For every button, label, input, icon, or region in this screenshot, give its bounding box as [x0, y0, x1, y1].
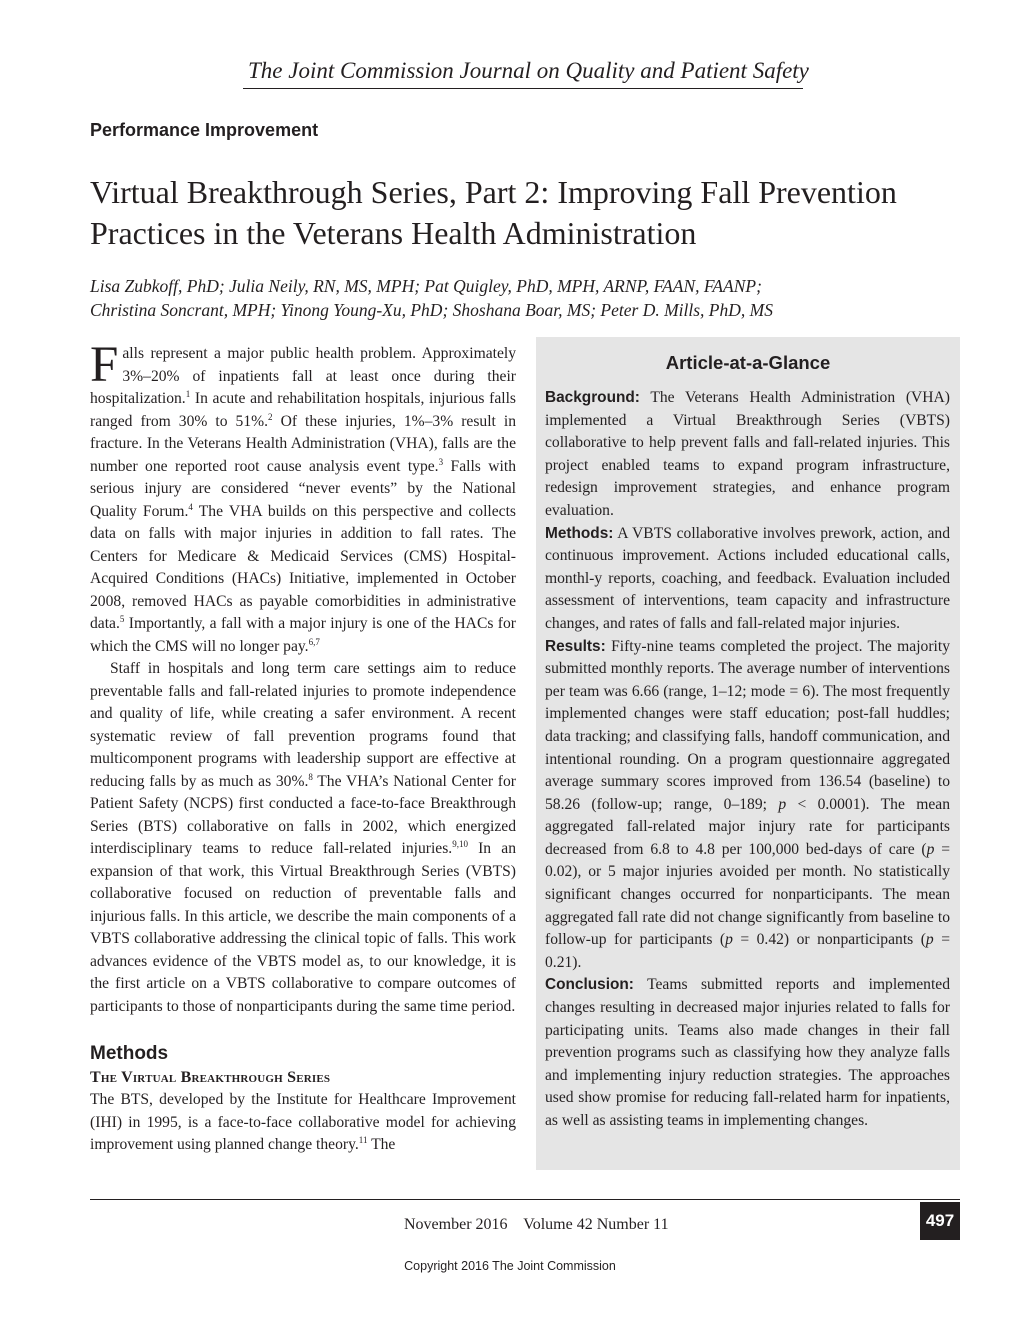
header-rule — [243, 88, 803, 89]
text-span: Staff in hospitals and long term care settings aim to reduce preventable falls and fall-related injuries to promote independence and quality of life, while creating a safer environment. A recent systematic review of fall prevention programs found that multicomponent programs with leadership support are effective at reducing falls by as much as 30%. — [90, 660, 516, 790]
footer-issue: November 2016 Volume 42 Number 11 — [404, 1216, 669, 1233]
reference-marker: 6,7 — [308, 636, 320, 647]
text-span: Fifty-nine teams completed the project. The majority submitted monthly reports. The average number of interventions per team was 6.66 (range, 1–12; mode = 6). The most frequently implemented changes were staff education; post-fall huddles; data tracking; and classifying falls, handoff communication, and intentional rounding. On a program questionnaire aggregated average summary scores improved from 136.54 (baseline) to 58.26 (follow-up; range, 0–189; — [545, 637, 950, 813]
p-value-symbol: p — [925, 931, 934, 949]
glance-label: Background: — [545, 389, 640, 406]
authors — [90, 274, 940, 322]
article-title — [90, 172, 940, 254]
paragraph-staff — [90, 658, 516, 1018]
text-span: In an expansion of that work, this Virtual Breakthrough Series (VBTS) collaborative focused on reduction of preventable falls and injurious falls. In this article, we describe the main components of a VBTS collaborative addressing the clinical topic of falls. This work advances evidence of the VBTS model as, to our knowledge, it is the first article on a VBTS collaborative to compare outcomes of participants to those of nonparticipants during the same time period. — [90, 840, 516, 1015]
reference-marker: 5 — [119, 613, 125, 624]
glance-label: Methods: — [545, 524, 614, 542]
methods-subheading: The Virtual Breakthrough Series — [90, 1069, 331, 1086]
paragraph-intro — [90, 337, 517, 658]
text-span: In acute and rehabilitation hospitals, injurious falls ranged from 30% to 51%. — [90, 390, 516, 430]
glance-conclusion — [545, 974, 950, 1132]
text-span: = 0.42) or nonparticipants ( — [732, 931, 926, 949]
text-span: The Veterans Health Administration (VHA) implemented a Virtual Breakthrough Series (VBTS) collaborative to help prevent falls and fall-related injuries. This project enabled teams to expand program infrastructure, redesign improvement strategies, and enhance program evaluation. — [545, 389, 950, 519]
p-value-symbol: p — [778, 795, 787, 813]
reference-marker: 9,10 — [452, 838, 468, 849]
p-value-symbol: p — [725, 931, 733, 949]
methods-heading: Methods — [90, 1043, 169, 1064]
copyright: Copyright 2016 The Joint Commission — [404, 1259, 616, 1273]
text-span: Teams submitted reports and implemented changes resulting in decreased major injuries related to falls for participating units. Teams also made changes in their fall prevention programs such as classifying how they analyze falls and implementing injury reduction strategies. The approaches used show promise for reducing fall-related harm for inpatients, as well as assisting teams in implementing changes. — [545, 976, 950, 1129]
glance-title: Article-at-a-Glance — [665, 352, 831, 373]
text-span: = 0.21). — [545, 931, 950, 971]
footer-rule — [90, 1199, 960, 1200]
section-label: Performance Improvement — [90, 120, 319, 140]
reference-marker: 4 — [188, 501, 193, 512]
authors-line-2: Christina Soncrant, MPH; Yinong Young-Xu, PhD; Shoshana Boar, MS; Peter D. Mills, PhD, MS — [90, 300, 773, 320]
authors-line-1: Lisa Zubkoff, PhD; Julia Neily, RN, MS, MPH; Pat Quigley, PhD, MPH, ARNP, FAAN, FAANP; — [90, 276, 762, 296]
article-title-line-1: Virtual Breakthrough Series, Part 2: Improving Fall Prevention — [90, 174, 897, 210]
glance-background — [545, 387, 950, 523]
journal-title: The Joint Commission Journal on Quality and Patient Safety — [248, 58, 809, 83]
reference-marker: 1 — [185, 388, 191, 399]
drop-cap: F — [90, 337, 119, 393]
glance-results — [545, 636, 950, 975]
page-number: 497 — [920, 1202, 960, 1240]
text-span: < 0.0001). The mean aggregated fall-related major injury rate for participants decreased from 6.8 to 4.8 per 100,000 bed-days of care ( — [545, 795, 950, 858]
text-span: = 0.02), or 5 major injuries avoided per month. No statistically significant changes occurred for nonparticipants. The mean aggregated fall rate did not change significantly from baseline to follow-up for participants ( — [545, 840, 950, 949]
text-span: A VBTS collaborative involves prework, action, and continuous improvement. Actions included educational calls, monthl-y reports, coaching, and feedback. Evaluation included assessment of interventions, team capacity and infrastructure changes, and rates of falls and fall-related major injuries. — [545, 524, 950, 632]
glance-label: Conclusion: — [545, 976, 634, 994]
paragraph-bts — [90, 1089, 516, 1157]
text-span: Importantly, a fall with a major injury is one of the HACs for which the CMS will no longer pay. — [90, 615, 516, 655]
reference-marker: 3 — [438, 456, 444, 467]
main-text-column — [90, 337, 517, 1157]
text-span: The VHA builds on this perspective and collects data on falls with major injuries in addition to fall rates. The Centers for Medicare & Medicaid Services (CMS) Hospital-Acquired Conditions (HACs) Initiative, implemented in October 2008, removed HACs as payable comorbidities in administrative data. — [90, 502, 516, 632]
p-value-symbol: p — [926, 840, 935, 858]
reference-marker: 8 — [308, 771, 313, 782]
text-span: alls represent a major public health problem. Approximately 3%–20% of inpatients fall at least once during their hospitalization. — [90, 345, 516, 407]
text-span: The VHA’s National Center for Patient Safety (NCPS) first conducted a face-to-face Breakthrough Series (BTS) collaborative on falls in 2002, which energized interdisciplinary teams to reduce fall-related injuries. — [90, 772, 516, 857]
reference-marker: 2 — [268, 411, 273, 422]
glance-label: Results: — [545, 637, 606, 655]
glance-body — [545, 387, 950, 1133]
article-title-line-2: Practices in the Veterans Health Administration — [90, 215, 697, 251]
text-span: The BTS, developed by the Institute for Healthcare Improvement (IHI) in 1995, is a face-to-face collaborative model for achieving improvement using planned change theory. — [90, 1091, 516, 1153]
text-span: The — [367, 1136, 396, 1153]
reference-marker: 11 — [358, 1134, 368, 1145]
glance-methods — [545, 523, 950, 636]
text-span: Falls with serious injury are considered “never events” by the National Quality Forum. — [90, 457, 516, 520]
text-span: Of these injuries, 1%–3% result in fracture. In the Veterans Health Administration (VHA), falls are the number one reported root cause analysis event type. — [90, 412, 517, 475]
